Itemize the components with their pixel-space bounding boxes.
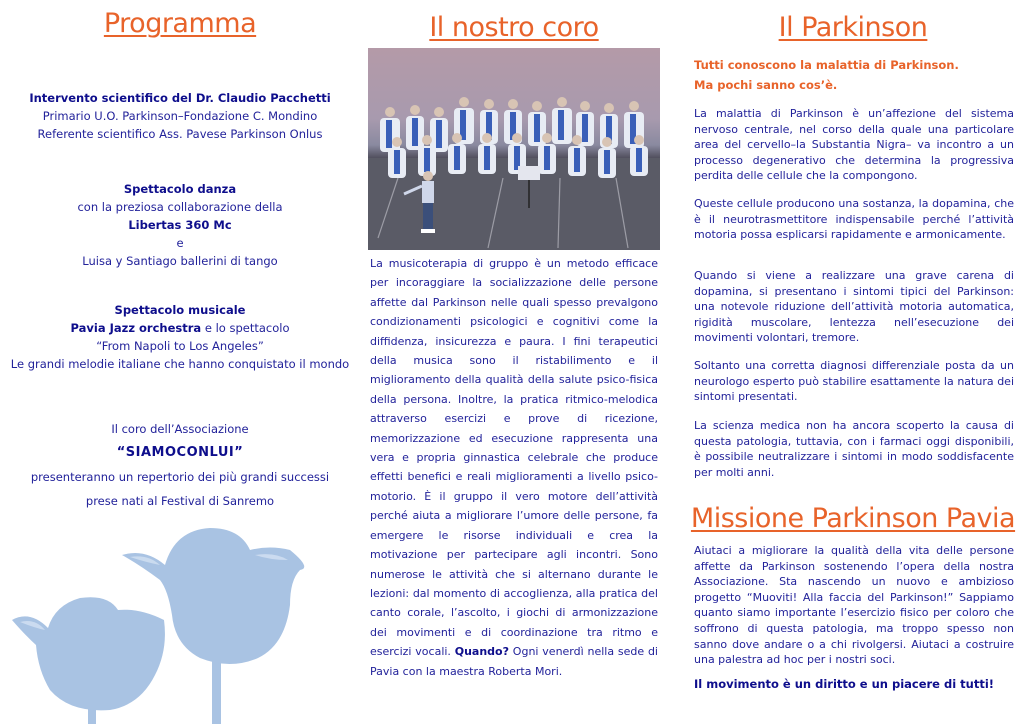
coro-line-2: presenteranno un repertorio dei più grandi successi bbox=[30, 470, 330, 484]
programma-title: Programma bbox=[103, 8, 257, 39]
danza-line-1: con la preziosa collaborazione della bbox=[77, 200, 283, 214]
intervento-line-2: Referente scientifico Ass. Pavese Parkinson Onlus bbox=[37, 127, 323, 141]
quando-label: Quando? bbox=[454, 645, 509, 659]
musicale-title: Spettacolo musicale bbox=[114, 303, 246, 317]
missione-title: Missione Parkinson Pavia bbox=[690, 503, 1016, 534]
parkinson-paragraph-4: Soltanto una corretta diagnosi differenziale posta da un neurologo esperto può stabilire esattamente la natura dei sintomi presentati. bbox=[694, 359, 1014, 404]
programma-column bbox=[0, 0, 360, 724]
orchestra-name: Pavia Jazz orchestra bbox=[70, 321, 202, 335]
parkinson-lead bbox=[694, 55, 1014, 95]
coro-column bbox=[366, 0, 662, 724]
danza-line-3: e bbox=[176, 236, 184, 250]
musicale-block bbox=[0, 301, 360, 373]
parkinson-column bbox=[690, 0, 1016, 724]
coro-title: Il nostro coro bbox=[429, 12, 599, 43]
coro-text-main: La musicoterapia di gruppo è un metodo efficace per incoraggiare la socializzazione delle persone affette dal Parkinson nelle quali spesso prevalgono condizionamenti psicologici e cognitivi come la diffidenza, insicurezza e paura. I fini terapeutici della musica sono il ristabilimento e il miglioramento della qualità della salute psico-fisica della persona. Inoltre, la pratica ritmico-melodica attraverso esercizi e prove di ricezione, memorizzazione ed esecuzione rappresenta una vera e propria ginnastica celebrale che produce effetti benefici e reali miglioramenti a livello psico-motorio. È il gruppo il vero motore dell’attività perché aiuta a migliorare l’umore delle persone, fa emergere le risorse individuali e crea la motivazione per partecipare agli incontri. Sono numerose le attività che si alternano durante le lezioni: dal momento di accoglienza, alla pratica del canto corale, l’ascolto, i giochi di armonizzazione dei movimenti e di coordinazione tra ritmo e esercizi vocali. bbox=[370, 257, 658, 659]
parkinson-paragraph-1: La malattia di Parkinson è un’affezione del sistema nervoso centrale, nel corso della quale una particolare area del cervello–la Substantia Nigra– va incontro a un processo degenerativo che determina la progressiva perdita delle cellule che la compongono. bbox=[694, 107, 1014, 183]
choir-photo bbox=[368, 48, 660, 250]
orchestra-suffix: e lo spettacolo bbox=[201, 321, 290, 335]
intervento-block bbox=[0, 89, 360, 143]
danza-line-2: Libertas 360 Mc bbox=[128, 218, 232, 232]
tulips-illustration bbox=[0, 510, 360, 724]
coro-announcement-block bbox=[0, 417, 360, 513]
intervento-title: Intervento scientifico del Dr. Claudio Pacchetti bbox=[29, 91, 331, 105]
parkinson-lead-1: Tutti conoscono la malattia di Parkinson. bbox=[694, 58, 959, 72]
danza-line-4: Luisa y Santiago ballerini di tango bbox=[82, 254, 278, 268]
coro-name: “SIAMOCONLUI” bbox=[116, 445, 244, 460]
musicale-line-3: Le grandi melodie italiane che hanno conquistato il mondo bbox=[10, 357, 350, 371]
coro-line-1: Il coro dell’Associazione bbox=[111, 422, 249, 436]
missione-paragraph: Aiutaci a migliorare la qualità della vita delle persone affette da Parkinson sostenendo l’opera della nostra Associazione. Sta nascendo un nuovo e ambizioso progetto “Muoviti! Alla faccia del Parkinson!” Sappiamo quanto siamo importante l’esercizio fisico per coloro che soffrono di questa patologia, ma troppo spesso non sanno dove andare o a chi rivolgersi. Aiutaci a costruire una palestra ad hoc per i nostri soci. bbox=[694, 544, 1014, 667]
missione-slogan: Il movimento è un diritto e un piacere di tutti! bbox=[694, 677, 995, 691]
parkinson-paragraph-2: Queste cellule producono una sostanza, la dopamina, che è il neurotrasmettitore indispensabile perché l’attività motoria possa esplicarsi rapidamente e armonicamente. bbox=[694, 197, 1014, 242]
parkinson-title: Il Parkinson bbox=[778, 12, 928, 43]
intervento-line-1: Primario U.O. Parkinson–Fondazione C. Mondino bbox=[42, 109, 318, 123]
parkinson-lead-2: Ma pochi sanno cos’è. bbox=[694, 78, 838, 92]
danza-block bbox=[0, 180, 360, 270]
danza-title: Spettacolo danza bbox=[123, 182, 237, 196]
coro-line-3: prese nati al Festival di Sanremo bbox=[85, 494, 275, 508]
musicale-show: “From Napoli to Los Angeles” bbox=[96, 339, 264, 353]
musicale-line-1 bbox=[0, 319, 360, 337]
parkinson-paragraph-3: Quando si viene a realizzare una grave carena di dopamina, si presentano i sintomi tipici del Parkinson: una notevole riduzione dell’attività motoria automatica, rigidità muscolare, lentezza nell’esecuzione dei movimenti volontari, tremore. bbox=[694, 269, 1014, 345]
coro-description bbox=[370, 254, 658, 681]
parkinson-paragraph-5: La scienza medica non ha ancora scoperto la causa di questa patologia, tuttavia, con i farmaci oggi disponibili, è possibile neutralizzare i sintomi in modo soddisfacente per molti anni. bbox=[694, 419, 1014, 479]
coro-text-schedule: Ogni venerdì nella sede di Pavia con la maestra Roberta Mori. bbox=[370, 645, 658, 678]
